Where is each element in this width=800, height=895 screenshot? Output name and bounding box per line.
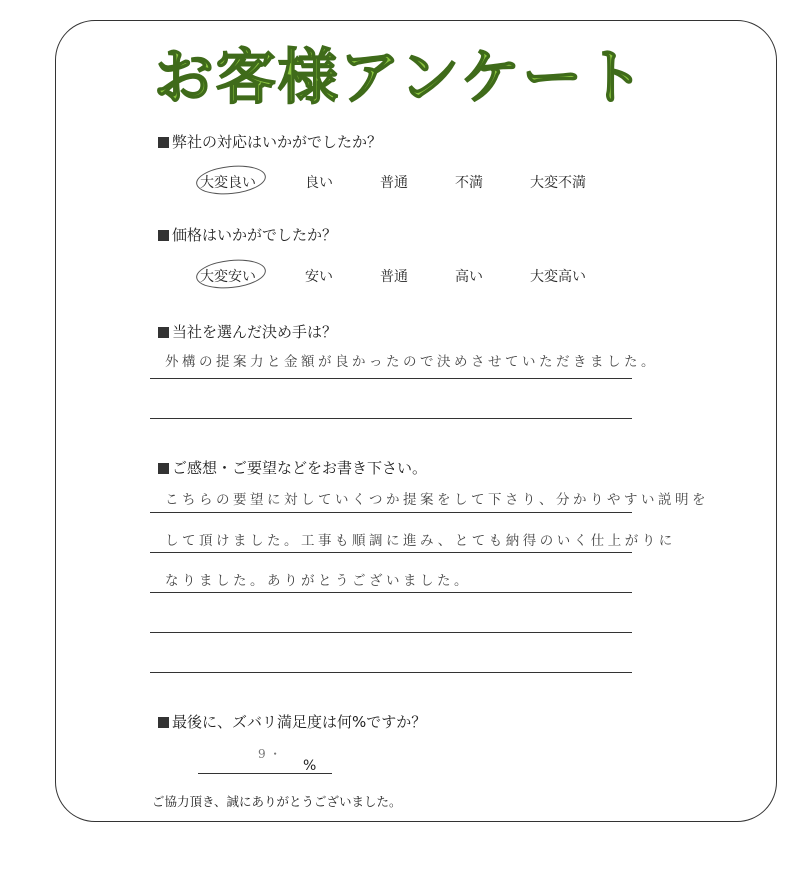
answer-line <box>150 632 632 633</box>
option[interactable]: 高い <box>455 269 483 285</box>
handwritten-answer: して頂けました。工事も順調に進み、とても納得のいく仕上がりに <box>165 533 676 549</box>
handwritten-answer: 外構の提案力と金額が良かったので決めさせていただきました。 <box>165 354 658 370</box>
option[interactable]: 大変安い <box>200 269 256 285</box>
handwritten-answer: こちらの要望に対していくつか提案をして下さり、分かりやすい説明を <box>165 492 709 508</box>
option[interactable]: 大変高い <box>530 269 586 285</box>
percent-unit: % <box>303 758 317 774</box>
answer-line <box>150 512 632 513</box>
option[interactable]: 普通 <box>380 269 408 285</box>
survey-title: お客様アンケート <box>153 43 647 113</box>
answer-line <box>150 592 632 593</box>
answer-line <box>150 378 632 379</box>
handwritten-answer: なりました。ありがとうございました。 <box>165 573 471 589</box>
option[interactable]: 普通 <box>380 175 408 191</box>
satisfaction-value: 9・ <box>258 747 285 761</box>
answer-line <box>150 418 632 419</box>
satisfaction-line <box>198 773 332 774</box>
option[interactable]: 大変良い <box>200 175 256 191</box>
option[interactable]: 大変不満 <box>530 175 586 191</box>
answer-line <box>150 552 632 553</box>
option[interactable]: 不満 <box>455 175 483 191</box>
thanks-message: ご協力頂き、誠にありがとうございました。 <box>152 794 402 809</box>
option[interactable]: 安い <box>305 269 333 285</box>
question-comments: ご感想・ご要望などをお書き下さい。 <box>158 457 427 478</box>
question-reason: 当社を選んだ決め手は？ <box>158 321 337 342</box>
question-service: 弊社の対応はいかがでしたか？ <box>158 131 382 152</box>
answer-line <box>150 672 632 673</box>
question-satisfaction: 最後に、ズバリ満足度は何%ですか？ <box>158 711 426 732</box>
question-price: 価格はいかがでしたか？ <box>158 224 337 245</box>
option[interactable]: 良い <box>305 175 333 191</box>
